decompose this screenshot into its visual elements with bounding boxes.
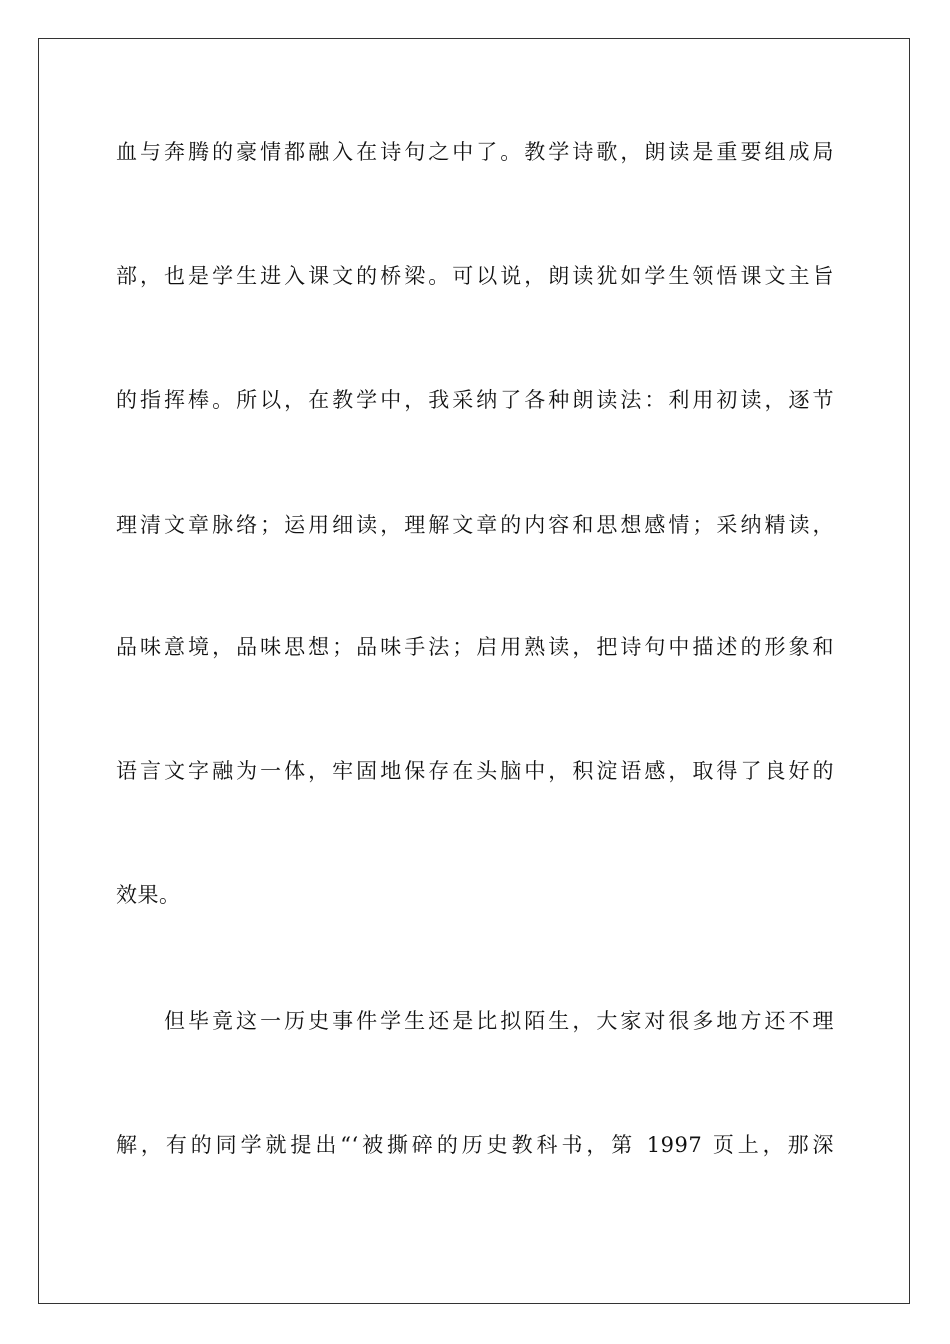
paragraph-2-line-2: 解，有的同学就提出“‘被撕碎的历史教科书，第 1997 页上，那深 [116, 1133, 834, 1157]
paragraph-1-line-2: 部，也是学生进入课文的桥梁。可以说，朗读犹如学生领悟课文主旨 [116, 264, 834, 288]
paragraph-2-line-1: 但毕竟这一历史事件学生还是比拟陌生，大家对很多地方还不理 [164, 1009, 834, 1033]
paragraph-1-line-3: 的指挥棒。所以，在教学中，我采纳了各种朗读法：利用初读，逐节 [116, 388, 834, 412]
paragraph-1-line-7: 效果。 [116, 883, 181, 907]
paragraph-1-line-5: 品味意境，品味思想；品味手法；启用熟读，把诗句中描述的形象和 [116, 635, 834, 659]
page-border [38, 38, 910, 1304]
paragraph-1-line-1: 血与奔腾的豪情都融入在诗句之中了。教学诗歌，朗读是重要组成局 [116, 140, 834, 164]
paragraph-1-line-6: 语言文字融为一体，牢固地保存在头脑中，积淀语感，取得了良好的 [116, 759, 834, 783]
paragraph-1-line-4: 理清文章脉络；运用细读，理解文章的内容和思想感情；采纳精读， [116, 513, 834, 537]
